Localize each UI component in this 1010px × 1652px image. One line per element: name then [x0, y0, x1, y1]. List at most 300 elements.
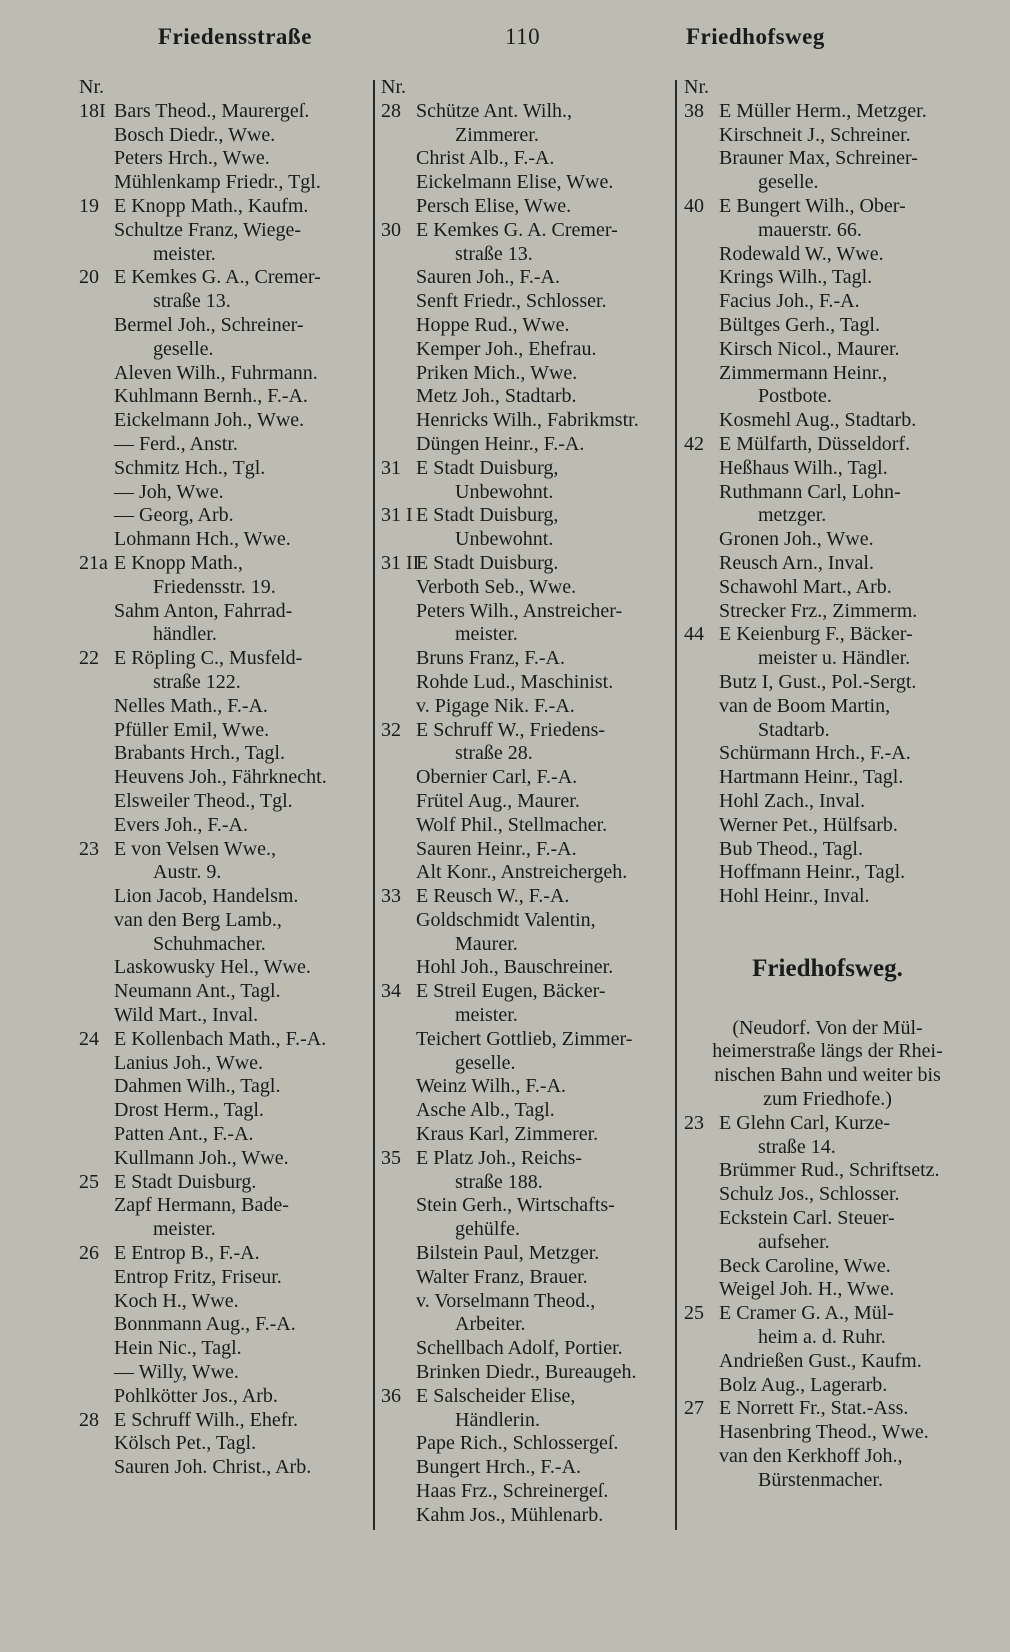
- entry-text: Düngen Heinr., F.-A.: [416, 432, 585, 455]
- entry-text: Kemper Joh., Ehefrau.: [416, 337, 597, 360]
- house-number: Nr.: [381, 76, 406, 98]
- directory-entry-line: [684, 838, 971, 862]
- directory-entry-line: [684, 124, 971, 148]
- entry-text: Kullmann Joh., Wwe.: [114, 1146, 289, 1169]
- entry-text: Evers Joh., F.-A.: [114, 813, 248, 836]
- entry-text: Maurer.: [455, 932, 518, 955]
- entry-text: händler.: [153, 623, 217, 646]
- house-number: 20: [79, 266, 99, 289]
- section-description: [684, 1088, 971, 1112]
- entry-text: Bermel Joh., Schreiner-: [114, 313, 304, 336]
- entry-text: Facius Joh., F.-A.: [719, 290, 860, 313]
- entry-text: mauerstr. 66.: [758, 218, 862, 241]
- directory-entry-line: [79, 719, 369, 743]
- directory-entry-line: [381, 1099, 669, 1123]
- section-description: [684, 1064, 971, 1088]
- entry-text: Laskowusky Hel., Wwe.: [114, 956, 311, 979]
- directory-entry-line: [381, 362, 669, 386]
- entry-text: meister.: [455, 623, 518, 646]
- directory-entry-line: [79, 1290, 369, 1314]
- entry-text: Reusch Arn., Inval.: [719, 551, 874, 574]
- entry-text: Goldschmidt Valentin,: [416, 908, 596, 931]
- directory-entry-line: [79, 1432, 369, 1456]
- entry-text: Sauren Joh., F.-A.: [416, 266, 560, 289]
- directory-entry-line: [381, 1004, 669, 1028]
- section-heading: [684, 954, 971, 982]
- directory-entry-line: [79, 576, 369, 600]
- entry-text: E Mülfarth, Düsseldorf.: [719, 432, 911, 455]
- directory-entry-line: [79, 956, 369, 980]
- column-2: [381, 76, 669, 1528]
- entry-text: E Salscheider Elise,: [416, 1384, 576, 1407]
- entry-text: straße 188.: [455, 1170, 543, 1193]
- entry-text: Schmitz Hch., Tgl.: [114, 456, 266, 479]
- directory-entry-line: [79, 1385, 369, 1409]
- entry-text: Aleven Wilh., Fuhrmann.: [114, 361, 318, 384]
- directory-entry-line: [79, 742, 369, 766]
- directory-entry-line: [79, 1456, 369, 1480]
- directory-entry-line: [381, 1218, 669, 1242]
- entry-text: — Willy, Wwe.: [114, 1361, 239, 1384]
- directory-entry-line: [79, 1075, 369, 1099]
- entry-text: E Streil Eugen, Bäcker-: [416, 980, 606, 1003]
- directory-entry-line: [79, 1194, 369, 1218]
- house-number: Nr.: [684, 76, 709, 98]
- entry-text: Peters Hrch., Wwe.: [114, 147, 270, 170]
- entry-text: E Stadt Duisburg.: [416, 551, 559, 574]
- directory-entry-line: [684, 1397, 971, 1421]
- house-number: 33: [381, 885, 401, 908]
- directory-entry-line: [684, 1445, 971, 1469]
- entry-text: Schütze Ant. Wilh.,: [416, 99, 573, 122]
- entry-text: E Kemkes G. A., Cremer-: [114, 266, 321, 289]
- entry-text: Heßhaus Wilh., Tagl.: [719, 456, 888, 479]
- entry-text: Drost Herm., Tagl.: [114, 1099, 264, 1122]
- entry-text: E Cramer G. A., Mül-: [719, 1302, 894, 1325]
- directory-entry-line: [381, 504, 669, 528]
- directory-entry-line: [79, 100, 369, 124]
- entry-text: heim a. d. Ruhr.: [758, 1326, 886, 1349]
- entry-text: Strecker Frz., Zimmerm.: [719, 599, 918, 622]
- entry-text: Bosch Diedr., Wwe.: [114, 123, 276, 146]
- house-number: 22: [79, 647, 99, 670]
- entry-text: straße 14.: [758, 1135, 836, 1158]
- directory-entry-line: [79, 147, 369, 171]
- entry-text: E Knopp Math., Kaufm.: [114, 194, 309, 217]
- entry-text: Dahmen Wilh., Tagl.: [114, 1075, 281, 1098]
- entry-text: E Kemkes G. A. Cremer-: [416, 218, 618, 241]
- directory-entry-line: [79, 1409, 369, 1433]
- directory-entry-line: [684, 719, 971, 743]
- directory-entry-line: [381, 1313, 669, 1337]
- directory-entry-line: [381, 1123, 669, 1147]
- directory-entry-line: [381, 528, 669, 552]
- directory-entry-line: [684, 623, 971, 647]
- entry-text: Elsweiler Theod., Tgl.: [114, 789, 293, 812]
- directory-entry-line: [79, 1004, 369, 1028]
- directory-entry-line: [381, 742, 669, 766]
- directory-entry-line: [684, 647, 971, 671]
- running-head-left: Friedensstraße: [158, 24, 312, 49]
- directory-entry-line: [381, 576, 669, 600]
- directory-entry-line: [684, 266, 971, 290]
- entry-text: van den Berg Lamb.,: [114, 908, 282, 931]
- directory-entry-line: [79, 933, 369, 957]
- directory-entry-line: [381, 457, 669, 481]
- directory-entry-line: [79, 1361, 369, 1385]
- directory-entry-line: [381, 100, 669, 124]
- entry-text: Sauren Joh. Christ., Arb.: [114, 1456, 312, 1479]
- directory-entry-line: [684, 600, 971, 624]
- directory-entry-line: [381, 481, 669, 505]
- directory-entry-line: [381, 314, 669, 338]
- house-number: 27: [684, 1397, 704, 1420]
- entry-text: E Schruff W., Friedens-: [416, 718, 606, 741]
- entry-text: Kraus Karl, Zimmerer.: [416, 1123, 599, 1146]
- directory-entry-line: [79, 814, 369, 838]
- directory-entry-line: [381, 695, 669, 719]
- entry-text: meister u. Händler.: [758, 647, 911, 670]
- directory-entry-line: [684, 861, 971, 885]
- directory-entry-line: [381, 623, 669, 647]
- entry-text: E Reusch W., F.-A.: [416, 885, 570, 908]
- house-number: Nr.: [79, 76, 104, 98]
- entry-text: E Stadt Duisburg,: [416, 456, 559, 479]
- house-number: 34: [381, 980, 401, 1003]
- entry-text: Bilstein Paul, Metzger.: [416, 1242, 600, 1265]
- entry-text: E Norrett Fr., Stat.-Ass.: [719, 1397, 909, 1420]
- entry-text: Brauner Max, Schreiner-: [719, 147, 918, 170]
- directory-entry-line: [79, 909, 369, 933]
- directory-entry-line: [381, 1385, 669, 1409]
- entry-text: nischen Bahn und weiter bis: [714, 1064, 941, 1087]
- directory-entry-line: [684, 814, 971, 838]
- entry-text: E Schruff Wilh., Ehefr.: [114, 1408, 298, 1431]
- directory-entry-line: [381, 1480, 669, 1504]
- directory-entry-line: [79, 1028, 369, 1052]
- directory-entry-line: [381, 385, 669, 409]
- entry-text: Ruthmann Carl, Lohn-: [719, 480, 901, 503]
- directory-entry-line: [684, 1159, 971, 1183]
- directory-entry-line: [381, 861, 669, 885]
- directory-entry-line: [381, 814, 669, 838]
- entry-text: Schulz Jos., Schlosser.: [719, 1183, 900, 1206]
- entry-text: Kosmehl Aug., Stadtarb.: [719, 409, 917, 432]
- directory-entry-line: [381, 885, 669, 909]
- directory-entry-line: [381, 719, 669, 743]
- directory-entry-line: [684, 528, 971, 552]
- directory-entry-line: [381, 338, 669, 362]
- entry-text: Wild Mart., Inval.: [114, 1004, 259, 1027]
- entry-text: Weigel Joh. H., Wwe.: [719, 1278, 895, 1301]
- directory-entry-line: [381, 243, 669, 267]
- entry-text: — Georg, Arb.: [114, 504, 234, 527]
- entry-text: Obernier Carl, F.-A.: [416, 766, 578, 789]
- house-number: 25: [684, 1302, 704, 1325]
- directory-entry-line: [79, 600, 369, 624]
- entry-text: metzger.: [758, 504, 827, 527]
- entry-text: Kirsch Nicol., Maurer.: [719, 337, 900, 360]
- entry-text: Frütel Aug., Maurer.: [416, 789, 580, 812]
- entry-text: Rohde Lud., Maschinist.: [416, 670, 614, 693]
- directory-entry-line: [79, 195, 369, 219]
- entry-text: Butz I, Gust., Pol.-Sergt.: [719, 670, 917, 693]
- entry-text: Kirschneit J., Schreiner.: [719, 123, 911, 146]
- entry-text: E Keienburg F., Bäcker-: [719, 623, 913, 646]
- entry-text: Peters Wilh., Anstreicher-: [416, 599, 623, 622]
- directory-entry-line: [381, 671, 669, 695]
- entry-text: Bruns Franz, F.-A.: [416, 647, 565, 670]
- directory-entry-line: [381, 909, 669, 933]
- entry-text: Arbeiter.: [455, 1313, 526, 1336]
- directory-entry-line: [79, 76, 369, 100]
- section-description: [684, 1040, 971, 1064]
- entry-text: heimerstraße längs der Rhei-: [712, 1040, 943, 1063]
- house-number: 35: [381, 1146, 401, 1169]
- entry-text: Asche Alb., Tagl.: [416, 1099, 555, 1122]
- entry-text: van de Boom Martin,: [719, 694, 891, 717]
- directory-entry-line: [381, 1456, 669, 1480]
- directory-entry-line: [381, 766, 669, 790]
- entry-text: Bolz Aug., Lagerarb.: [719, 1373, 888, 1396]
- directory-entry-line: [684, 1278, 971, 1302]
- entry-text: Hoffmann Heinr., Tagl.: [719, 861, 906, 884]
- entry-text: meister.: [153, 242, 216, 265]
- directory-entry-line: [79, 457, 369, 481]
- directory-entry-line: [381, 552, 669, 576]
- directory-entry-line: [79, 481, 369, 505]
- entry-text: Bars Theod., Maurergeſ.: [114, 99, 310, 122]
- page-number: 110: [505, 24, 541, 49]
- directory-entry-line: [381, 1266, 669, 1290]
- directory-entry-line: [684, 1302, 971, 1326]
- house-number: 30: [381, 218, 401, 241]
- directory-entry-line: [79, 528, 369, 552]
- house-number: 42: [684, 432, 704, 455]
- directory-entry-line: [79, 766, 369, 790]
- directory-entry-line: [684, 1207, 971, 1231]
- entry-text: Hohl Joh., Bauschreiner.: [416, 956, 614, 979]
- directory-entry-line: [684, 695, 971, 719]
- directory-entry-line: [79, 1147, 369, 1171]
- directory-entry-line: [79, 219, 369, 243]
- directory-entry-line: [79, 1242, 369, 1266]
- house-number: 40: [684, 194, 704, 217]
- directory-entry-line: [684, 100, 971, 124]
- directory-entry-line: [684, 362, 971, 386]
- directory-entry-line: [381, 1409, 669, 1433]
- directory-entry-line: [381, 290, 669, 314]
- entry-text: E Kollenbach Math., F.-A.: [114, 1027, 327, 1050]
- directory-entry-line: [381, 1290, 669, 1314]
- directory-entry-line: [381, 1432, 669, 1456]
- house-number: 24: [79, 1027, 99, 1050]
- directory-entry-line: [79, 266, 369, 290]
- directory-entry-line: [684, 76, 971, 100]
- entry-text: Postbote.: [758, 385, 832, 408]
- directory-entry-line: [684, 385, 971, 409]
- entry-text: Gronen Joh., Wwe.: [719, 528, 874, 551]
- entry-text: Krings Wilh., Tagl.: [719, 266, 873, 289]
- entry-text: Hohl Heinr., Inval.: [719, 885, 870, 908]
- directory-entry-line: [381, 1171, 669, 1195]
- entry-text: Zapf Hermann, Bade-: [114, 1194, 289, 1217]
- entry-text: Entrop Fritz, Friseur.: [114, 1265, 282, 1288]
- directory-entry-line: [684, 314, 971, 338]
- directory-entry-line: [684, 885, 971, 909]
- directory-entry-line: [684, 481, 971, 505]
- column-3: [684, 76, 971, 1493]
- entry-text: straße 28.: [455, 742, 533, 765]
- entry-text: Schürmann Hrch., F.-A.: [719, 742, 911, 765]
- directory-entry-line: [381, 956, 669, 980]
- entry-text: Hartmann Heinr., Tagl.: [719, 766, 904, 789]
- entry-text: Bültges Gerh., Tagl.: [719, 313, 880, 336]
- directory-entry-line: [79, 647, 369, 671]
- entry-text: Kahm Jos., Mühlenarb.: [416, 1503, 604, 1526]
- entry-text: E Knopp Math.,: [114, 551, 243, 574]
- directory-entry-line: [684, 1112, 971, 1136]
- directory-entry-line: [381, 433, 669, 457]
- entry-text: Zimmerer.: [455, 123, 539, 146]
- entry-text: gehülfe.: [455, 1218, 520, 1241]
- house-number: 21a: [79, 551, 108, 574]
- directory-entry-line: [381, 1504, 669, 1528]
- entry-text: E von Velsen Wwe.,: [114, 837, 277, 860]
- entry-text: Koch H., Wwe.: [114, 1289, 239, 1312]
- directory-entry-line: [79, 1099, 369, 1123]
- directory-entry-line: [79, 980, 369, 1004]
- directory-entry-line: [381, 933, 669, 957]
- entry-text: E Stadt Duisburg,: [416, 504, 559, 527]
- directory-entry-line: [684, 290, 971, 314]
- entry-text: Friedensstr. 19.: [153, 575, 276, 598]
- entry-text: Brinken Diedr., Bureaugeh.: [416, 1361, 637, 1384]
- entry-text: Schellbach Adolf, Portier.: [416, 1337, 623, 1360]
- entry-text: Pohlkötter Jos., Arb.: [114, 1384, 278, 1407]
- directory-entry-line: [79, 838, 369, 862]
- entry-text: meister.: [455, 1004, 518, 1027]
- column-divider: [373, 80, 375, 1530]
- entry-text: Teichert Gottlieb, Zimmer-: [416, 1027, 633, 1050]
- entry-text: E Bungert Wilh., Ober-: [719, 194, 906, 217]
- directory-entry-line: [684, 1421, 971, 1445]
- directory-entry-line: [79, 1218, 369, 1242]
- directory-entry-line: [381, 409, 669, 433]
- entry-text: E Müller Herm., Metzger.: [719, 99, 927, 122]
- entry-text: Hohl Zach., Inval.: [719, 789, 866, 812]
- entry-text: Hoppe Rud., Wwe.: [416, 313, 570, 336]
- column-1: [79, 76, 369, 1480]
- entry-text: Bürstenmacher.: [758, 1468, 883, 1491]
- entry-text: Stein Gerh., Wirtschafts-: [416, 1194, 615, 1217]
- entry-text: E Glehn Carl, Kurze-: [719, 1111, 891, 1134]
- directory-entry-line: [684, 433, 971, 457]
- directory-entry-line: [684, 671, 971, 695]
- entry-text: Lanius Joh., Wwe.: [114, 1051, 264, 1074]
- directory-entry-line: [79, 790, 369, 814]
- directory-entry-line: [684, 219, 971, 243]
- section-description: [684, 1017, 971, 1041]
- entry-text: Schuhmacher.: [153, 932, 266, 955]
- entry-text: E Entrop B., F.-A.: [114, 1242, 260, 1265]
- directory-entry-line: [381, 1052, 669, 1076]
- entry-text: v. Vorselmann Theod.,: [416, 1289, 596, 1312]
- entry-text: Eickelmann Elise, Wwe.: [416, 171, 614, 194]
- entry-text: Kuhlmann Bernh., F.-A.: [114, 385, 308, 408]
- entry-text: geselle.: [153, 337, 214, 360]
- directory-entry-line: [79, 433, 369, 457]
- directory-entry-line: [381, 1361, 669, 1385]
- directory-entry-line: [684, 552, 971, 576]
- house-number: 23: [79, 837, 99, 860]
- entry-text: Eckstein Carl. Steuer-: [719, 1207, 895, 1230]
- entry-text: Beck Caroline, Wwe.: [719, 1254, 891, 1277]
- entry-text: Pape Rich., Schlossergeſ.: [416, 1432, 619, 1455]
- directory-entry-line: [381, 600, 669, 624]
- directory-entry-line: [79, 1052, 369, 1076]
- entry-text: Austr. 9.: [153, 861, 222, 884]
- entry-text: aufseher.: [758, 1230, 830, 1253]
- directory-entry-line: [79, 1123, 369, 1147]
- directory-entry-line: [684, 1255, 971, 1279]
- house-number: 44: [684, 623, 704, 646]
- entry-text: Händlerin.: [455, 1408, 540, 1431]
- entry-text: Patten Ant., F.-A.: [114, 1123, 254, 1146]
- entry-text: — Joh, Wwe.: [114, 480, 224, 503]
- entry-text: Senft Friedr., Schlosser.: [416, 290, 607, 313]
- directory-entry-line: [684, 742, 971, 766]
- entry-text: Metz Joh., Stadtarb.: [416, 385, 577, 408]
- directory-entry-line: [684, 1469, 971, 1493]
- entry-text: zum Friedhofe.): [763, 1088, 892, 1111]
- directory-entry-line: [79, 885, 369, 909]
- directory-entry-line: [79, 1266, 369, 1290]
- directory-entry-line: [684, 1183, 971, 1207]
- directory-entry-line: [684, 457, 971, 481]
- directory-entry-line: [381, 790, 669, 814]
- directory-entry-line: [79, 1337, 369, 1361]
- directory-entry-line: [684, 766, 971, 790]
- directory-entry-line: [684, 1374, 971, 1398]
- entry-text: Brabants Hrch., Tagl.: [114, 742, 285, 765]
- house-number: 28: [79, 1408, 99, 1431]
- entry-text: Priken Mich., Wwe.: [416, 361, 578, 384]
- directory-entry-line: [684, 147, 971, 171]
- entry-text: Walter Franz, Brauer.: [416, 1265, 588, 1288]
- house-number: 31: [381, 456, 401, 479]
- entry-text: E Platz Joh., Reichs-: [416, 1146, 583, 1169]
- directory-entry-line: [684, 1350, 971, 1374]
- directory-entry-line: [684, 790, 971, 814]
- directory-entry-line: [79, 362, 369, 386]
- house-number: 31 II: [381, 551, 420, 574]
- entry-text: Schultze Franz, Wiege-: [114, 218, 302, 241]
- house-number: 32: [381, 718, 401, 741]
- entry-text: Zimmermann Heinr.,: [719, 361, 888, 384]
- directory-entry-line: [684, 1231, 971, 1255]
- entry-text: Verboth Seb., Wwe.: [416, 575, 577, 598]
- entry-text: Mühlenkamp Friedr., Tgl.: [114, 171, 321, 194]
- entry-text: Stadtarb.: [758, 718, 830, 741]
- directory-entry-line: [79, 671, 369, 695]
- entry-text: Friedhofsweg.: [752, 954, 903, 982]
- directory-entry-line: [381, 1147, 669, 1171]
- directory-entry-line: [381, 219, 669, 243]
- directory-entry-line: [684, 243, 971, 267]
- column-divider: [675, 80, 677, 1530]
- directory-entry-line: [381, 1075, 669, 1099]
